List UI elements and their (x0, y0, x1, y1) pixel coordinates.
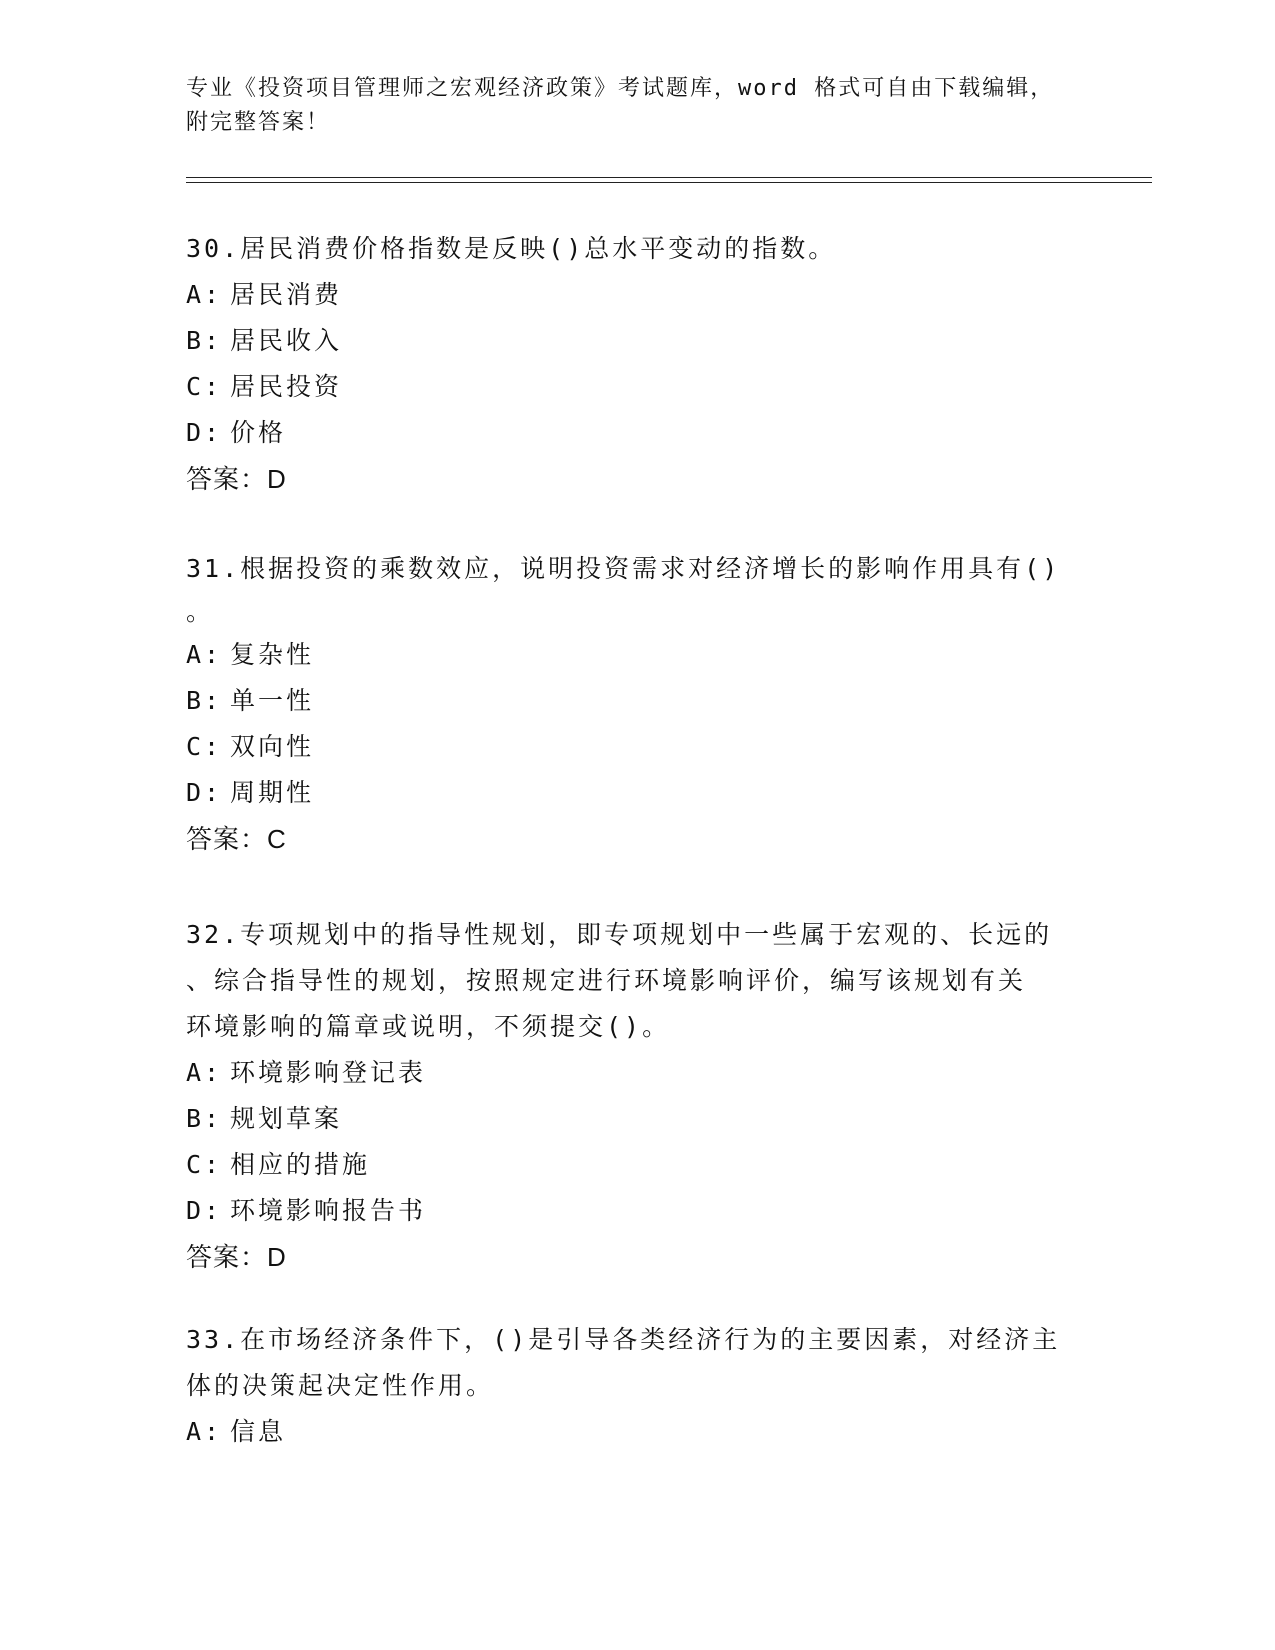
option-text: 相应的措施 (230, 1150, 371, 1179)
question-text-line-2: 、综合指导性的规划，按照规定进行环境影响评价，编写该规划有关 (186, 966, 1027, 995)
option-d (186, 770, 1086, 816)
option-letter: C: (186, 1150, 223, 1179)
question-stem: 居民消费价格指数是反映()总水平变动的指数。 (240, 234, 837, 263)
question-text-line-3: 环境影响的篇章或说明，不须提交()。 (186, 1012, 671, 1041)
option-b (186, 1096, 1086, 1142)
option-letter: D: (186, 778, 223, 807)
option-b (186, 318, 1086, 364)
question-text-line-2: 体的决策起决定性作用。 (186, 1371, 495, 1400)
question-31 (186, 546, 1086, 862)
header-divider-bottom (186, 182, 1152, 183)
option-text: 信息 (230, 1417, 287, 1446)
question-text (186, 226, 1086, 272)
header-divider-top (186, 177, 1152, 178)
question-stem: 在市场经济条件下，()是引导各类经济行为的主要因素，对经济主 (240, 1325, 1061, 1354)
option-text: 环境影响登记表 (230, 1058, 427, 1087)
option-a (186, 272, 1086, 318)
option-letter: D: (186, 1196, 223, 1225)
option-text: 价格 (230, 418, 287, 447)
question-text (186, 912, 1086, 958)
option-b (186, 678, 1086, 724)
option-text: 单一性 (230, 686, 315, 715)
question-32 (186, 912, 1086, 1280)
question-stem: 专项规划中的指导性规划，即专项规划中一些属于宏观的、长远的 (240, 920, 1053, 949)
question-number: 32. (186, 920, 241, 949)
option-letter: D: (186, 418, 223, 447)
option-letter: C: (186, 732, 223, 761)
option-text: 复杂性 (230, 640, 315, 669)
option-letter: A: (186, 1417, 223, 1446)
option-text: 双向性 (230, 732, 315, 761)
question-30 (186, 226, 1086, 502)
option-text: 居民投资 (230, 372, 343, 401)
question-text (186, 1317, 1086, 1363)
option-d (186, 1188, 1086, 1234)
question-text-continued: 。 (186, 597, 215, 626)
question-number: 31. (186, 554, 241, 583)
option-c (186, 724, 1086, 770)
option-letter: C: (186, 372, 223, 401)
answer: 答案：D (186, 464, 287, 494)
option-c (186, 364, 1086, 410)
option-text: 规划草案 (230, 1104, 343, 1133)
option-letter: B: (186, 1104, 223, 1133)
option-letter: B: (186, 326, 223, 355)
option-letter: A: (186, 1058, 223, 1087)
question-stem: 根据投资的乘数效应，说明投资需求对经济增长的影响作用具有() (240, 554, 1061, 583)
option-a (186, 1050, 1086, 1096)
option-text: 周期性 (230, 778, 315, 807)
option-c (186, 1142, 1086, 1188)
option-text: 居民收入 (230, 326, 343, 355)
header-line-1: 专业《投资项目管理师之宏观经济政策》考试题库，word 格式可自由下载编辑， (186, 76, 1055, 101)
question-number: 30. (186, 234, 241, 263)
option-a (186, 632, 1086, 678)
option-a (186, 1409, 1086, 1455)
question-number: 33. (186, 1325, 241, 1354)
option-text: 居民消费 (230, 280, 343, 309)
answer: 答案：C (186, 824, 287, 854)
option-letter: B: (186, 686, 223, 715)
header-line-2: 附完整答案！ (186, 110, 331, 135)
document-header (186, 72, 1086, 140)
option-letter: A: (186, 640, 223, 669)
answer: 答案：D (186, 1242, 287, 1272)
question-33 (186, 1317, 1086, 1455)
option-d (186, 410, 1086, 456)
question-text (186, 546, 1086, 592)
option-letter: A: (186, 280, 223, 309)
option-text: 环境影响报告书 (230, 1196, 427, 1225)
